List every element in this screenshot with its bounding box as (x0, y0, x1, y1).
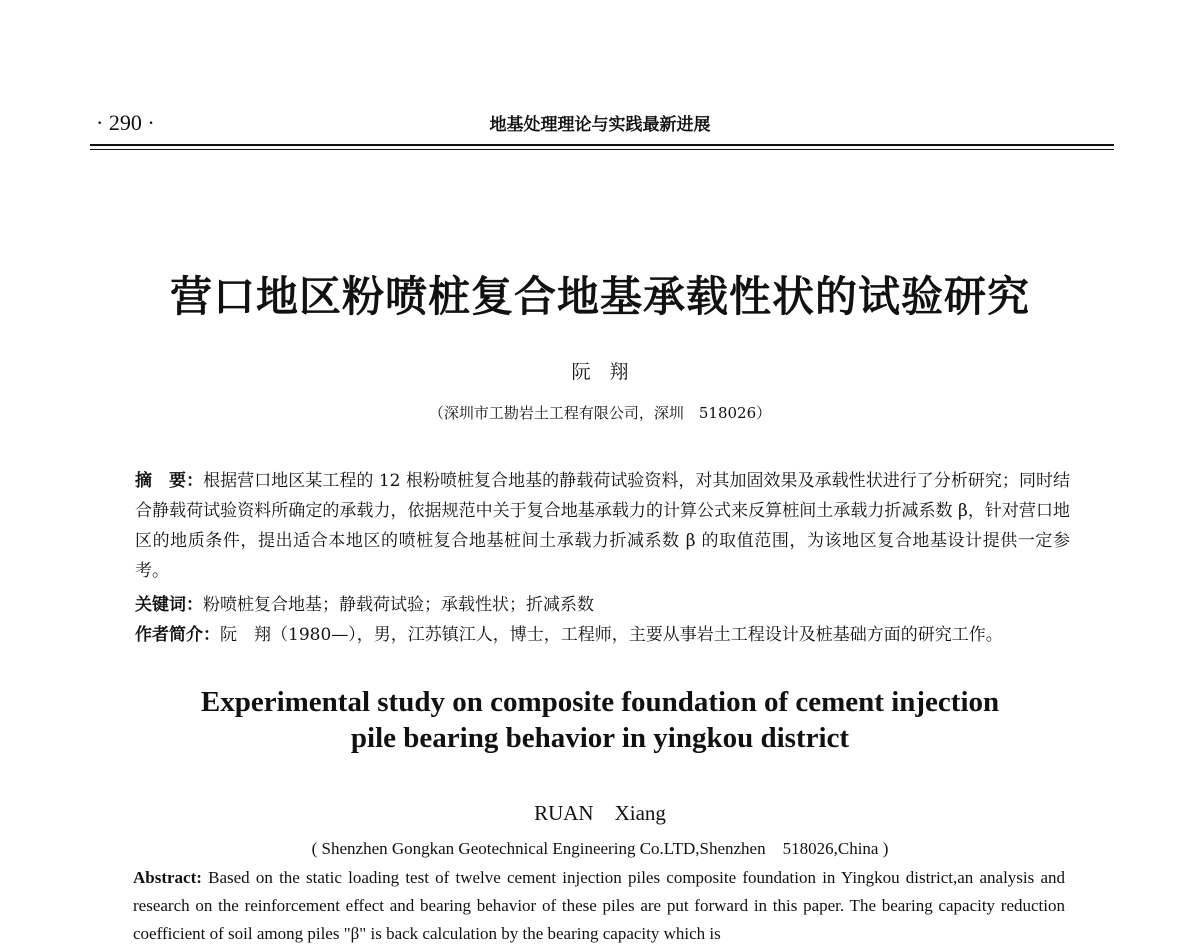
page-number: · 290 · (96, 110, 155, 135)
abstract-cn (135, 466, 1070, 586)
keywords-cn (135, 590, 1070, 620)
affiliation-cn: （深圳市工勘岩土工程有限公司，深圳 518026） (428, 404, 772, 422)
abstract-en-label: Abstract: (133, 868, 202, 887)
abstract-cn-label: 摘 要： (135, 471, 204, 491)
keywords-cn-label: 关键词： (135, 595, 203, 615)
affiliation-en: ( Shenzhen Gongkan Geotechnical Engineering Co.LTD,Shenzhen 518026,China ) (311, 839, 889, 858)
header-rule-thin (90, 149, 1114, 150)
abstract-en-text: Based on the static loading test of twelve cement injection piles composite foundation in Yingkou district,an analysis and research on the reinforcement effect and bearing behavior of these piles are put forward in this paper. The bearing capacity reduction coefficient of soil among piles "β" is back calculation by the bearing capacity which is (133, 868, 1065, 943)
title-en-line-2: pile bearing behavior in yingkou district (350, 722, 850, 754)
running-title: 地基处理理论与实践最新进展 (489, 115, 711, 135)
author-bio-cn-label: 作者简介： (135, 625, 220, 645)
keywords-cn-text: 粉喷桩复合地基；静载荷试验；承载性状；折减系数 (203, 595, 594, 615)
title-en-line-1: Experimental study on composite foundation of cement injection (200, 686, 1000, 718)
author-bio-cn-text: 阮 翔（1980—），男，江苏镇江人，博士，工程师，主要从事岩土工程设计及桩基础方面的研究工作。 (220, 625, 1003, 645)
title-en (0, 684, 1200, 756)
author-en: RUAN Xiang (534, 801, 666, 825)
title-cn: 营口地区粉喷桩复合地基承载性状的试验研究 (169, 272, 1030, 321)
abstract-cn-text: 根据营口地区某工程的 12 根粉喷桩复合地基的静载荷试验资料，对其加固效果及承载性状进行了分析研究；同时结合静载荷试验资料所确定的承载力，依据规范中关于复合地基承载力的计算公式来反算桩间土承载力折减系数 β，针对营口地区的地质条件，提出适合本地区的喷桩复合地基桩间土承载力折减系数 β 的取值范围，为该地区复合地基设计提供一定参考。 (135, 471, 1071, 581)
abstract-en (133, 864, 1065, 948)
author-bio-cn (135, 620, 1070, 650)
header-rule-thick (90, 144, 1114, 146)
author-cn: 阮 翔 (571, 361, 629, 383)
